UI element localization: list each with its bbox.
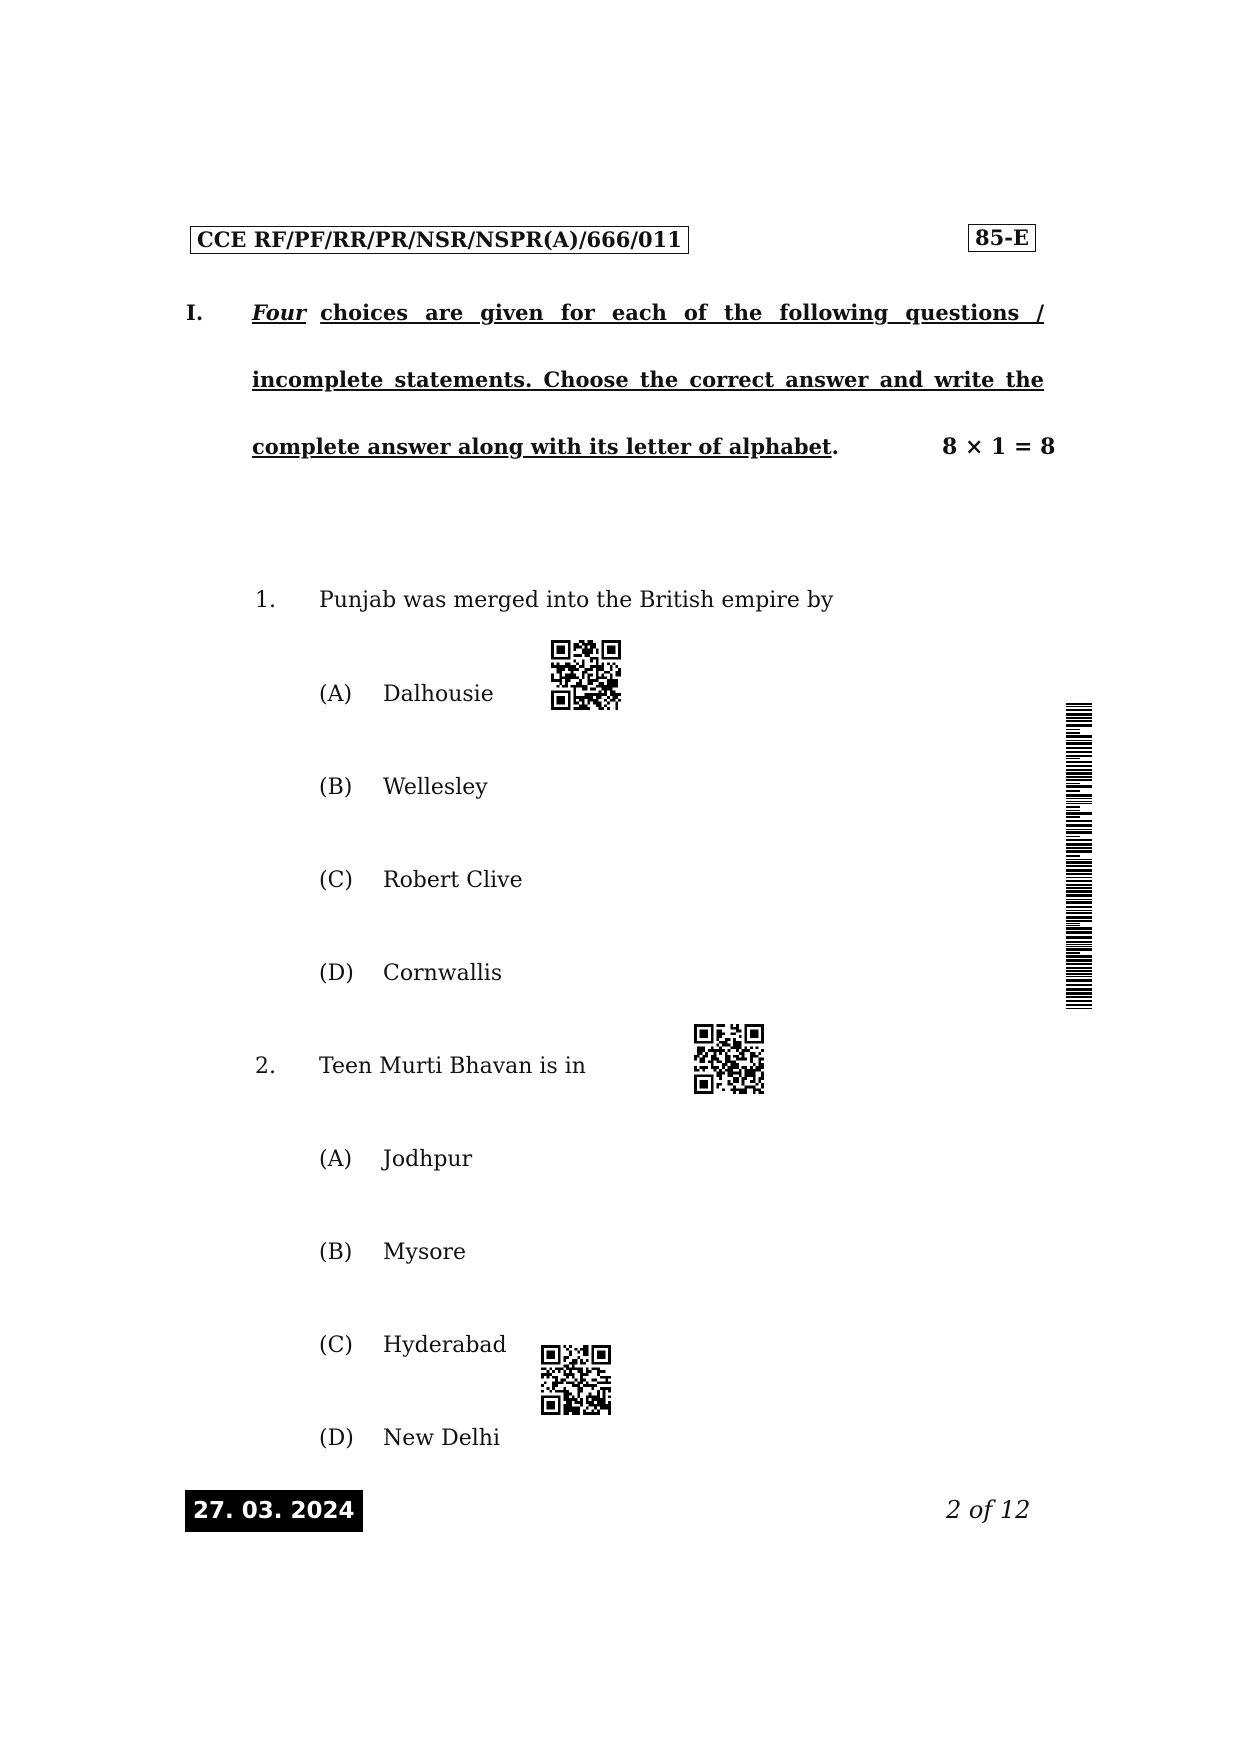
q1-option-a-letter: (A): [319, 682, 353, 707]
qr-code-3: [541, 1345, 611, 1415]
qr-code-1: [551, 640, 621, 710]
instruction-line-3: [252, 433, 839, 461]
q2-option-c-text: Hyderabad: [383, 1333, 507, 1358]
q1-option-a-text: Dalhousie: [383, 682, 494, 707]
q2-option-d-letter: (D): [319, 1426, 354, 1451]
q2-option-d-text: New Delhi: [383, 1426, 500, 1451]
barcode-image: [1066, 703, 1094, 1011]
q1-option-d-letter: (D): [319, 961, 354, 986]
q2-option-b-text: Mysore: [383, 1240, 467, 1265]
q1-option-b-text: Wellesley: [383, 775, 488, 800]
marks-allocation: 8 × 1 = 8: [942, 434, 1056, 460]
q1-option-c-letter: (C): [319, 868, 353, 893]
subject-code: 85-E: [968, 224, 1036, 252]
q2-option-b-letter: (B): [319, 1240, 353, 1265]
qr-code-2: [694, 1024, 764, 1094]
q2-option-c-letter: (C): [319, 1333, 353, 1358]
instruction-line-1: [252, 299, 1044, 327]
instruction-period: .: [831, 434, 839, 459]
instruction-emphasis: Four: [252, 300, 307, 325]
q1-option-c-text: Robert Clive: [383, 868, 523, 893]
instruction-line-3-text: complete answer along with its letter of alphabet: [252, 434, 832, 459]
question-2-text: Teen Murti Bhavan is in: [319, 1054, 586, 1079]
instruction-line-1-rest: choices are given for each of the following questions /: [320, 300, 1044, 325]
paper-code: CCE RF/PF/RR/PR/NSR/NSPR(A)/666/011: [190, 226, 689, 254]
q2-option-a-text: Jodhpur: [383, 1147, 473, 1172]
q2-option-a-letter: (A): [319, 1147, 353, 1172]
exam-date: 27. 03. 2024: [185, 1490, 363, 1532]
instruction-line-2: incomplete statements. Choose the correct answer and write the: [252, 367, 1044, 392]
page-indicator: 2 of 12: [946, 1496, 1031, 1524]
section-number: I.: [186, 300, 204, 325]
question-2-number: 2.: [255, 1054, 276, 1079]
q1-option-b-letter: (B): [319, 775, 353, 800]
question-1-text: Punjab was merged into the British empire by: [319, 588, 834, 613]
q1-option-d-text: Cornwallis: [383, 961, 503, 986]
question-1-number: 1.: [255, 588, 276, 613]
